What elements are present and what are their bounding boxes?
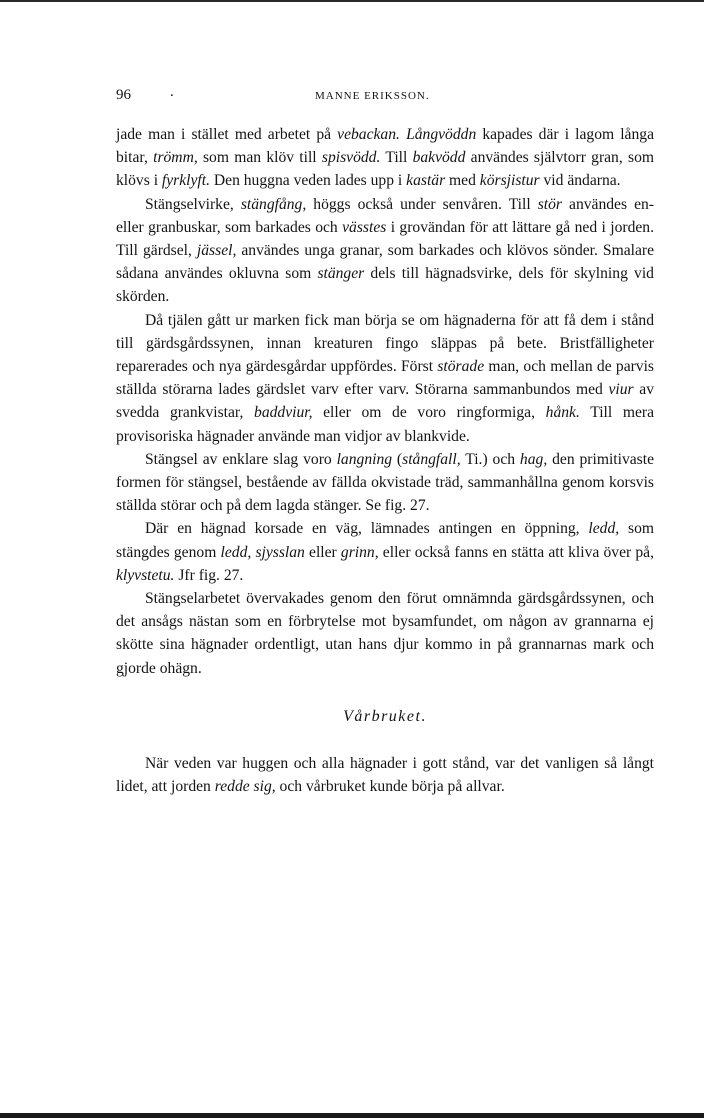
text-run: som man klöv till (197, 149, 322, 167)
italic-term: stänger (317, 265, 365, 283)
text-run: dels till hägnadsvirke, dels för skylning vid skörden. (116, 265, 654, 306)
italic-term: kastär (406, 172, 446, 190)
text-run: Där en hägnad korsade en väg, lämnades antingen en öppning, (145, 520, 589, 538)
text-run: i grovändan för att lättare gå ned i jorden. Till gärdsel, (116, 218, 654, 260)
paragraph (116, 752, 654, 798)
italic-term: spisvödd. (321, 149, 381, 167)
text-run: Till mera provisoriska hägnader använde man vidjor av blankvide. (116, 404, 655, 445)
italic-term: stängfång, (240, 195, 307, 213)
text-run: Då tjälen gått ur marken fick man börja se om hägnaderna för att få dem i stånd till gärdsgårdssynen, innan kreaturen fingo släppas på bete. Bristfälligheter reparerades och nya gärdesgårdar uppfördes. Först (116, 311, 654, 376)
italic-term: klyvstetu. (116, 566, 175, 584)
text-run: man, och mellan de parvis ställda störarna lades gärdslet varv efter varv. Störarna sammanbundos med (116, 358, 654, 399)
paragraph (116, 123, 654, 193)
paragraph (116, 448, 654, 518)
paragraph (116, 309, 654, 448)
text-run: av svedda grankvistar, (116, 381, 654, 422)
paragraph (116, 193, 654, 309)
italic-term: redde sig, (214, 778, 276, 796)
text-run: användes självtorr gran, som klövs i (116, 149, 654, 190)
text-run: med (445, 172, 480, 190)
text-run: eller (304, 543, 341, 561)
italic-term: hånk. (545, 404, 580, 422)
italic-term: langning (336, 450, 393, 468)
text-run: Till (380, 149, 413, 167)
text-run: höggs också under senvåren. Till (306, 195, 538, 213)
body-text (116, 123, 654, 798)
italic-term: bakvödd (412, 149, 466, 167)
italic-term: hag, (519, 450, 548, 468)
text-run: eller om de voro ringformiga, (312, 404, 546, 422)
text-run: kapades där i lagom långa bitar, (116, 126, 654, 167)
top-scan-border (0, 0, 704, 2)
italic-term: körsjistur (479, 172, 540, 190)
page-number: 96 (116, 87, 131, 103)
text-run: eller också fanns en stätta att kliva över på, (378, 543, 654, 561)
text-run: och vårbruket kunde börja på allvar. (275, 778, 505, 796)
italic-term: stångfall, (402, 450, 461, 468)
italic-term: ledd, (588, 520, 620, 538)
section-heading: Vårbruket. (343, 707, 427, 725)
paragraph (116, 587, 654, 680)
italic-term: fyrklyft. (161, 172, 210, 190)
italic-term: grinn, (340, 543, 379, 561)
text-run: Stängsel av enklare slag voro (145, 450, 337, 468)
text-run: Ti.) och (460, 450, 520, 468)
text-run: vid ändarna. (539, 172, 621, 190)
text-run: Jfr fig. 27. (174, 566, 244, 584)
italic-term: stör (537, 195, 562, 213)
italic-term: vässtes (342, 218, 387, 236)
italic-term: störade (437, 358, 485, 376)
paragraph (116, 517, 654, 587)
italic-term: viur (608, 381, 634, 399)
header-separator: . (170, 84, 174, 100)
page-header (116, 84, 654, 109)
text-run: ( (392, 450, 403, 468)
text-run: Stängselvirke, (145, 195, 241, 213)
text-run: användes unga granar, som barkades och klövos sönder. Smalare sådana användes okluvna som (116, 242, 655, 283)
italic-term: ledd, sjysslan (220, 543, 305, 561)
italic-term: Långvöddn (406, 126, 477, 143)
text-run: När veden var huggen och alla hägnader i gott stånd, var det vanligen så långt lidet, att jorden (116, 755, 654, 796)
italic-term: trömm, (153, 149, 198, 167)
bottom-scan-border (0, 1113, 704, 1118)
running-head: MANNE ERIKSSON. (315, 90, 430, 102)
italic-term: jässel, (196, 242, 237, 260)
text-run: som stängdes genom (116, 520, 655, 561)
text-run: Den huggna veden lades upp i (209, 172, 407, 190)
text-run: den primitivaste formen för stängsel, bestående av fällda okvistade träd, sammanhållna genom korsvis ställda störar och på dem lagda stänger. Se fig. 27. (116, 450, 654, 515)
text-run: användes en- eller granbuskar, som barkades och (116, 195, 654, 236)
text-run: jade man i stället med arbetet på (116, 126, 338, 143)
italic-term: baddviur, (254, 404, 313, 422)
text-run: Stängselarbetet övervakades genom den förut omnämnda gärdsgårdssynen, och det ansågs nästan som en förbrytelse mot bysamfundet, om någon av grannarna ej skötte sina hägnader ordentligt, utan hans djur kommo in på grannarnas mark och gjorde ohägn. (116, 590, 654, 677)
italic-term: vebackan. (337, 126, 400, 143)
